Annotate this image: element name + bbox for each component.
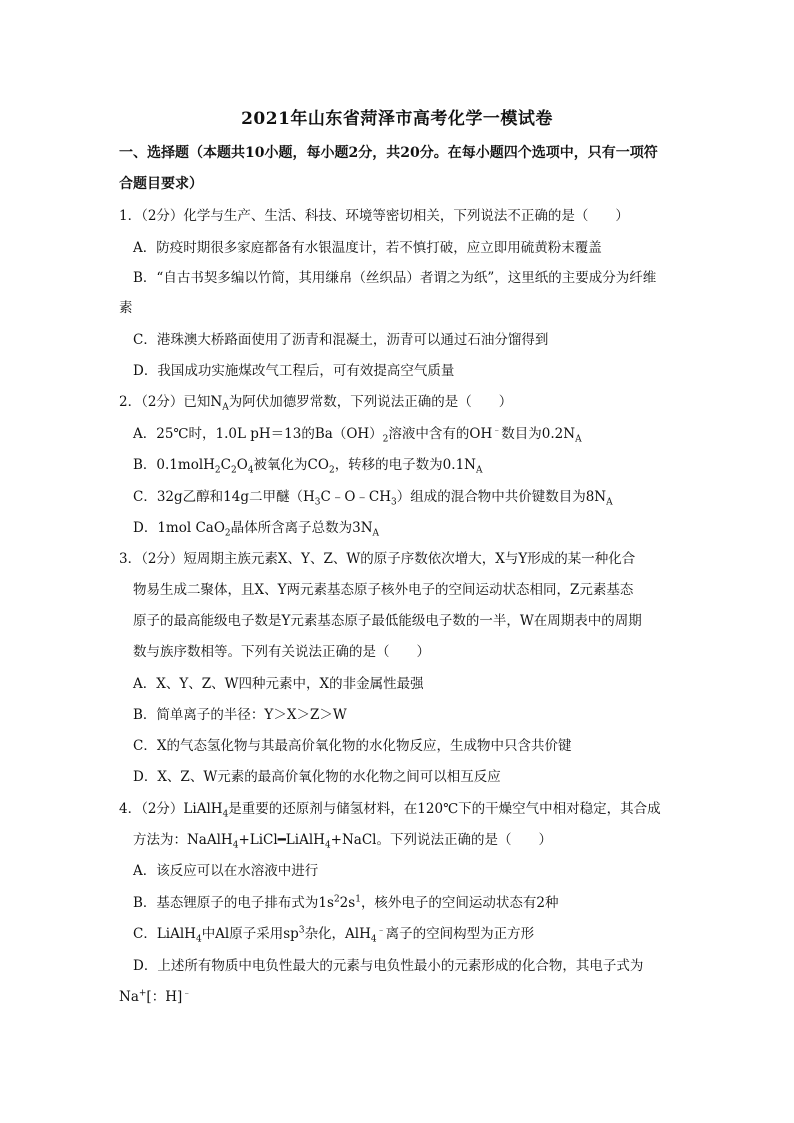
section-heading-line1: 一、选择题（本题共10小题，每小题2分，共20分。在每小题四个选项中，只有一项符 (119, 145, 658, 161)
question-1-stem: 1．（2分）化学与生产、生活、科技、环境等密切相关，下列说法不正确的是（ ） (119, 208, 629, 224)
question-2-stem: 2．（2分）已知$N_A$为阿伏加德罗常数，下列说法正确的是（ ） (119, 394, 513, 413)
question-2-option-d: D．1mol CaO$_2$晶体所含离子总数为$3N_A$ (133, 520, 380, 539)
question-3-stem-line3: 原子的最高能级电子数是Y元素基态原子最低能级电子数的一半，W在周期表中的周期 (133, 613, 642, 629)
section-heading (119, 138, 679, 200)
question-3-option-a: A．X、Y、Z、W四种元素中，X的非金属性最强 (133, 676, 424, 692)
question-1-option-d: D．我国成功实施煤改气工程后，可有效提高空气质量 (133, 363, 455, 379)
question-1-option-a: A．防疫时期很多家庭都备有水银温度计，若不慎打破，应立即用硫黄粉末覆盖 (133, 240, 602, 256)
question-2-option-a: A．25℃时，1.0L pH＝13的$Ba(OH)_2$溶液中含有的OH﹣数目为$0.2N_A$ (133, 425, 582, 445)
question-1-option-b: B．“自古书契多编以竹简，其用缣帛（丝织品）者谓之为纸”，这里纸的主要成分为纤维 (133, 270, 657, 286)
question-1-option-c: C．港珠澳大桥路面使用了沥青和混凝土，沥青可以通过石油分馏得到 (133, 332, 549, 348)
question-3-option-c: C．X的气态氢化物与其最高价氧化物的水化物反应，生成物中只含共价键 (133, 738, 572, 754)
question-3-stem-line4: 数与族序数相等。下列有关说法正确的是（ ） (133, 644, 430, 660)
question-4-option-a: A．该反应可以在水溶液中进行 (133, 863, 319, 879)
question-4-option-d-cont: Na+[：H]﹣ (119, 988, 192, 1005)
question-4-stem-line2: 方法为：NaAlH$_4$+LiCl━LiAlH$_4$+NaCl。下列说法正确的是（ ） (133, 832, 552, 851)
question-3-stem-line1: 3．（2分）短周期主族元素X、Y、Z、W的原子序数依次增大，X与Y形成的某一种化合 (119, 551, 636, 567)
question-3-option-b: B．简单离子的半径：Y＞X＞Z＞W (133, 707, 347, 723)
section-heading-line2: 合题目要求） (119, 176, 203, 192)
question-4-option-c: C．LiAlH$_4$中Al原子采用$sp^3$杂化，AlH$_4$﹣离子的空间构型为正方形 (133, 925, 535, 945)
question-2-option-c: C．32g乙醇和14g二甲醚$(H_3C﹣O﹣CH_3)$组成的混合物中共价键数目为$8N_A$ (133, 489, 613, 508)
question-4-option-b: B．基态锂原子的电子排布式为$1s^22s^1$，核外电子的空间运动状态有2种 (133, 894, 559, 911)
page-title: 2021年山东省菏泽市高考化学一模试卷 (241, 109, 553, 129)
question-1-option-b-cont: 素 (119, 300, 133, 316)
question-3-option-d: D．X、Z、W元素的最高价氧化物的水化物之间可以相互反应 (133, 769, 501, 785)
question-4-option-d: D．上述所有物质中电负性最大的元素与电负性最小的元素形成的化合物，其电子式为 (133, 958, 644, 974)
question-4-stem-line1: 4．（2分）LiAlH$_4$是重要的还原剂与储氢材料，在120℃下的干燥空气中相对稳定，其合成 (119, 801, 661, 820)
question-2-option-b: B．$0.1molH_2C_2O_4$被氧化为$CO_2$，转移的电子数为$0.1N_A$ (133, 457, 483, 476)
question-3-stem-line2: 物易生成二聚体，且X、Y两元素基态原子核外电子的空间运动状态相同，Z元素基态 (133, 582, 634, 598)
